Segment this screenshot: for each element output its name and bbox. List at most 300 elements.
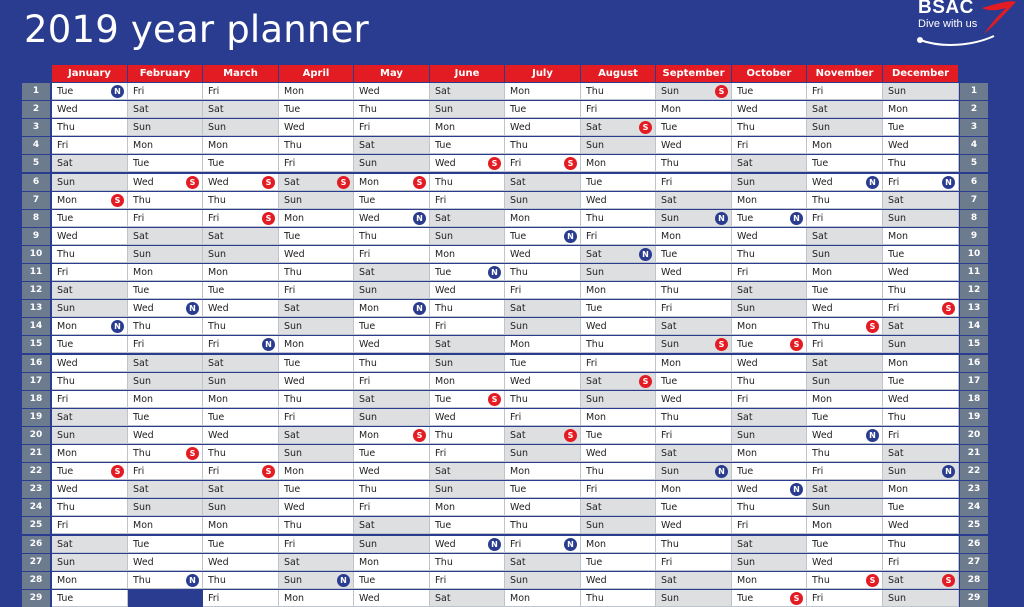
weekday-label: Sat — [586, 249, 602, 260]
day-number-left: 21 — [22, 445, 50, 462]
weekday-label: Sat — [435, 213, 451, 224]
day-cell — [656, 228, 732, 245]
weekday-label: Mon — [737, 195, 758, 206]
weekday-label: Sat — [510, 177, 526, 188]
day-cell — [581, 554, 656, 571]
day-cell — [52, 155, 128, 172]
weekday-label: Tue — [510, 104, 527, 115]
logo-name: BSAC — [918, 0, 974, 18]
day-cell — [732, 318, 807, 335]
weekday-label: Thu — [586, 213, 604, 224]
weekday-label: Wed — [133, 303, 154, 314]
weekday-label: Wed — [57, 484, 78, 495]
weekday-label: Mon — [133, 140, 154, 151]
weekday-label: Sat — [435, 86, 451, 97]
weekday-label: Mon — [888, 231, 909, 242]
day-cell — [430, 590, 505, 607]
weekday-label: Fri — [133, 339, 145, 350]
weekday-label: Wed — [359, 466, 380, 477]
day-cell — [430, 155, 505, 172]
weekday-label: Fri — [812, 213, 824, 224]
day-cell — [128, 83, 203, 100]
day-cell — [883, 536, 959, 553]
spring-tide-badge: S — [262, 212, 275, 225]
weekday-label: Mon — [284, 466, 305, 477]
weekday-label: Wed — [133, 557, 154, 568]
weekday-label: Thu — [57, 249, 75, 260]
spring-tide-badge: S — [639, 121, 652, 134]
day-cell — [279, 155, 354, 172]
weekday-label: Tue — [359, 575, 376, 586]
day-cell — [883, 246, 959, 263]
day-cell — [883, 463, 959, 480]
weekday-label: Fri — [435, 448, 447, 459]
weekday-label: Wed — [510, 249, 531, 260]
weekday-label: Thu — [737, 502, 755, 513]
weekday-label: Sun — [661, 213, 680, 224]
day-number-right: 18 — [960, 391, 988, 408]
weekday-label: Fri — [737, 140, 749, 151]
weekday-label: Tue — [737, 466, 754, 477]
day-cell — [883, 300, 959, 317]
day-cell — [807, 83, 883, 100]
day-cell — [656, 572, 732, 589]
day-cell — [883, 445, 959, 462]
day-cell — [128, 373, 203, 390]
weekday-label: Sun — [435, 484, 454, 495]
weekday-label: Thu — [133, 195, 151, 206]
weekday-label: Thu — [284, 140, 302, 151]
day-number-left: 25 — [22, 517, 50, 534]
spring-tide-badge: S — [111, 465, 124, 478]
weekday-label: Fri — [737, 394, 749, 405]
day-cell — [128, 155, 203, 172]
day-cell — [52, 210, 128, 227]
weekday-label: Mon — [510, 86, 531, 97]
day-cell — [581, 264, 656, 281]
weekday-label: Wed — [586, 321, 607, 332]
day-cell — [354, 228, 430, 245]
day-cell — [203, 300, 279, 317]
weekday-label: Mon — [133, 394, 154, 405]
day-cell — [732, 174, 807, 191]
day-cell — [656, 119, 732, 136]
day-cell — [807, 536, 883, 553]
day-number-left: 15 — [22, 336, 50, 353]
day-cell — [203, 282, 279, 299]
weekday-label: Sat — [208, 484, 224, 495]
weekday-label: Tue — [586, 177, 603, 188]
weekday-label: Thu — [208, 448, 226, 459]
day-cell — [354, 155, 430, 172]
day-cell — [279, 590, 354, 607]
day-cell — [732, 427, 807, 444]
weekday-label: Sat — [57, 158, 73, 169]
weekday-label: Sun — [888, 213, 907, 224]
weekday-label: Fri — [208, 86, 220, 97]
day-cell — [505, 246, 581, 263]
day-cell — [883, 590, 959, 607]
day-cell — [279, 101, 354, 118]
weekday-label: Wed — [888, 267, 909, 278]
day-cell — [52, 336, 128, 353]
weekday-label: Mon — [133, 267, 154, 278]
day-cell — [52, 572, 128, 589]
weekday-label: Tue — [510, 231, 527, 242]
logo-tagline: Dive with us — [918, 18, 978, 30]
weekday-label: Thu — [133, 575, 151, 586]
weekday-label: Sat — [208, 231, 224, 242]
day-cell — [203, 264, 279, 281]
weekday-label: Thu — [661, 412, 679, 423]
weekday-label: Tue — [208, 285, 225, 296]
weekday-label: Thu — [888, 158, 906, 169]
weekday-label: Tue — [737, 86, 754, 97]
day-cell — [807, 210, 883, 227]
spring-tide-badge: S — [866, 574, 879, 587]
day-cell — [656, 373, 732, 390]
weekday-label: Wed — [510, 502, 531, 513]
weekday-label: Sun — [812, 249, 831, 260]
spring-tide-badge: S — [413, 429, 426, 442]
weekday-label: Tue — [57, 339, 74, 350]
weekday-label: Fri — [208, 593, 220, 604]
day-cell — [354, 264, 430, 281]
day-cell — [883, 83, 959, 100]
day-cell — [430, 101, 505, 118]
weekday-label: Mon — [888, 104, 909, 115]
day-cell — [807, 409, 883, 426]
weekday-label: Tue — [888, 249, 905, 260]
day-cell — [656, 481, 732, 498]
day-cell — [279, 300, 354, 317]
day-cell — [581, 336, 656, 353]
neap-tide-badge: N — [564, 538, 577, 551]
weekday-label: Sun — [133, 376, 152, 387]
day-cell — [581, 391, 656, 408]
day-cell — [128, 101, 203, 118]
day-cell — [656, 174, 732, 191]
weekday-label: Sun — [284, 321, 303, 332]
weekday-label: Mon — [510, 466, 531, 477]
day-cell — [581, 427, 656, 444]
day-cell — [732, 101, 807, 118]
weekday-label: Sun — [888, 466, 907, 477]
day-cell — [581, 536, 656, 553]
weekday-label: Thu — [737, 376, 755, 387]
day-cell — [52, 137, 128, 154]
day-cell — [203, 174, 279, 191]
weekday-label: Sun — [435, 104, 454, 115]
weekday-label: Thu — [57, 376, 75, 387]
day-cell — [505, 554, 581, 571]
weekday-label: Mon — [284, 593, 305, 604]
weekday-label: Sat — [586, 376, 602, 387]
day-cell — [203, 409, 279, 426]
day-cell — [203, 517, 279, 534]
day-cell — [430, 572, 505, 589]
spring-tide-badge: S — [715, 85, 728, 98]
day-number-left: 26 — [22, 536, 50, 553]
day-cell — [581, 137, 656, 154]
weekday-label: Wed — [661, 520, 682, 531]
spring-tide-badge: S — [488, 157, 501, 170]
weekday-label: Fri — [57, 520, 69, 531]
day-cell — [807, 264, 883, 281]
weekday-label: Mon — [661, 484, 682, 495]
day-cell — [354, 119, 430, 136]
weekday-label: Wed — [208, 177, 229, 188]
day-cell — [354, 554, 430, 571]
day-cell — [128, 137, 203, 154]
day-number-left: 29 — [22, 590, 50, 607]
weekday-label: Fri — [812, 593, 824, 604]
day-cell — [279, 246, 354, 263]
day-cell — [354, 83, 430, 100]
day-cell — [883, 517, 959, 534]
weekday-label: Tue — [435, 520, 452, 531]
weekday-label: Sun — [133, 122, 152, 133]
day-cell — [354, 282, 430, 299]
day-cell — [732, 155, 807, 172]
day-cell — [505, 192, 581, 209]
day-number-right: 16 — [960, 355, 988, 372]
weekday-label: Fri — [133, 213, 145, 224]
day-number-left: 19 — [22, 409, 50, 426]
spring-tide-badge: S — [488, 393, 501, 406]
weekday-label: Mon — [586, 412, 607, 423]
day-number-right: 12 — [960, 282, 988, 299]
spring-tide-badge: S — [262, 465, 275, 478]
weekday-label: Tue — [888, 502, 905, 513]
weekday-label: Fri — [57, 267, 69, 278]
weekday-label: Fri — [586, 358, 598, 369]
day-cell — [52, 355, 128, 372]
month-header-july: July — [505, 65, 580, 82]
day-number-right: 13 — [960, 300, 988, 317]
weekday-label: Sat — [737, 412, 753, 423]
day-cell — [883, 391, 959, 408]
day-cell — [128, 264, 203, 281]
weekday-label: Sat — [812, 484, 828, 495]
weekday-label: Mon — [661, 358, 682, 369]
weekday-label: Fri — [510, 539, 522, 550]
day-cell — [581, 300, 656, 317]
day-cell — [430, 463, 505, 480]
page-title: 2019 year planner — [24, 8, 369, 51]
day-cell — [807, 517, 883, 534]
day-cell — [203, 192, 279, 209]
day-cell — [354, 572, 430, 589]
day-cell — [279, 210, 354, 227]
weekday-label: Tue — [888, 376, 905, 387]
day-number-right: 26 — [960, 536, 988, 553]
day-cell — [505, 318, 581, 335]
weekday-label: Sat — [359, 394, 375, 405]
weekday-label: Fri — [284, 539, 296, 550]
day-cell — [279, 174, 354, 191]
weekday-label: Wed — [435, 158, 456, 169]
weekday-label: Fri — [435, 321, 447, 332]
month-header-january: January — [52, 65, 127, 82]
day-cell — [128, 174, 203, 191]
weekday-label: Tue — [737, 339, 754, 350]
day-number-right: 8 — [960, 210, 988, 227]
day-number-right: 15 — [960, 336, 988, 353]
weekday-label: Mon — [284, 86, 305, 97]
day-cell — [505, 445, 581, 462]
day-cell — [807, 554, 883, 571]
weekday-label: Fri — [510, 158, 522, 169]
weekday-label: Mon — [661, 104, 682, 115]
weekday-label: Tue — [57, 86, 74, 97]
day-cell — [581, 517, 656, 534]
day-number-left: 13 — [22, 300, 50, 317]
weekday-label: Fri — [284, 412, 296, 423]
weekday-label: Fri — [208, 213, 220, 224]
weekday-label: Sun — [284, 195, 303, 206]
day-cell — [581, 463, 656, 480]
weekday-label: Tue — [661, 502, 678, 513]
day-cell — [203, 155, 279, 172]
day-cell — [430, 481, 505, 498]
day-cell — [430, 300, 505, 317]
weekday-label: Sat — [57, 285, 73, 296]
day-number-left: 12 — [22, 282, 50, 299]
weekday-label: Tue — [586, 430, 603, 441]
day-cell — [52, 300, 128, 317]
weekday-label: Sat — [888, 321, 904, 332]
weekday-label: Tue — [284, 484, 301, 495]
day-cell — [581, 174, 656, 191]
weekday-label: Wed — [737, 484, 758, 495]
day-cell — [581, 192, 656, 209]
weekday-label: Fri — [57, 394, 69, 405]
weekday-label: Fri — [510, 412, 522, 423]
weekday-label: Fri — [57, 140, 69, 151]
weekday-label: Sun — [359, 285, 378, 296]
day-cell — [279, 355, 354, 372]
weekday-label: Thu — [888, 285, 906, 296]
spring-tide-badge: S — [942, 574, 955, 587]
day-cell — [732, 137, 807, 154]
day-cell — [279, 119, 354, 136]
weekday-label: Sun — [661, 86, 680, 97]
day-cell — [505, 300, 581, 317]
weekday-label: Thu — [435, 430, 453, 441]
day-cell — [128, 318, 203, 335]
weekday-label: Thu — [435, 177, 453, 188]
weekday-label: Fri — [812, 86, 824, 97]
day-cell — [807, 300, 883, 317]
weekday-label: Thu — [133, 321, 151, 332]
weekday-label: Sat — [586, 502, 602, 513]
day-cell — [732, 192, 807, 209]
day-cell — [430, 536, 505, 553]
weekday-label: Thu — [359, 484, 377, 495]
day-cell — [807, 336, 883, 353]
day-cell — [732, 554, 807, 571]
day-cell — [279, 318, 354, 335]
day-cell — [279, 554, 354, 571]
day-cell — [354, 246, 430, 263]
weekday-label: Sun — [661, 466, 680, 477]
day-cell — [430, 391, 505, 408]
day-cell — [430, 373, 505, 390]
weekday-label: Fri — [359, 376, 371, 387]
day-cell — [354, 137, 430, 154]
day-cell — [203, 355, 279, 372]
day-cell — [203, 481, 279, 498]
day-cell — [279, 83, 354, 100]
day-cell — [354, 536, 430, 553]
day-cell — [732, 246, 807, 263]
day-cell — [807, 355, 883, 372]
day-cell — [505, 590, 581, 607]
day-cell — [354, 445, 430, 462]
spring-tide-badge: S — [186, 176, 199, 189]
day-cell — [505, 101, 581, 118]
day-cell — [581, 83, 656, 100]
weekday-label: Tue — [812, 158, 829, 169]
day-cell — [52, 101, 128, 118]
day-number-right: 25 — [960, 517, 988, 534]
weekday-label: Wed — [661, 394, 682, 405]
weekday-label: Fri — [133, 466, 145, 477]
weekday-label: Tue — [133, 158, 150, 169]
day-cell — [52, 481, 128, 498]
day-cell — [581, 246, 656, 263]
weekday-label: Wed — [661, 267, 682, 278]
day-cell — [807, 119, 883, 136]
weekday-label: Fri — [435, 575, 447, 586]
day-cell — [354, 192, 430, 209]
weekday-label: Tue — [284, 104, 301, 115]
weekday-label: Fri — [737, 520, 749, 531]
weekday-label: Sun — [57, 303, 76, 314]
weekday-label: Sat — [208, 104, 224, 115]
weekday-label: Sat — [133, 104, 149, 115]
weekday-label: Wed — [359, 593, 380, 604]
day-cell — [52, 445, 128, 462]
neap-tide-badge: N — [790, 212, 803, 225]
day-cell — [505, 264, 581, 281]
weekday-label: Fri — [888, 303, 900, 314]
weekday-label: Sat — [812, 231, 828, 242]
day-cell — [128, 391, 203, 408]
weekday-label: Mon — [208, 520, 229, 531]
day-number-left: 2 — [22, 101, 50, 118]
day-cell — [807, 572, 883, 589]
weekday-label: Sat — [359, 520, 375, 531]
day-cell — [807, 481, 883, 498]
day-number-left: 9 — [22, 228, 50, 245]
day-cell — [581, 373, 656, 390]
weekday-label: Tue — [661, 249, 678, 260]
day-cell — [128, 228, 203, 245]
day-cell — [656, 355, 732, 372]
day-cell — [732, 210, 807, 227]
weekday-label: Thu — [812, 321, 830, 332]
weekday-label: Wed — [208, 303, 229, 314]
day-cell — [430, 409, 505, 426]
day-cell — [732, 391, 807, 408]
day-cell — [279, 481, 354, 498]
day-cell — [732, 409, 807, 426]
weekday-label: Thu — [888, 412, 906, 423]
weekday-label: Mon — [510, 339, 531, 350]
day-number-right: 24 — [960, 499, 988, 516]
